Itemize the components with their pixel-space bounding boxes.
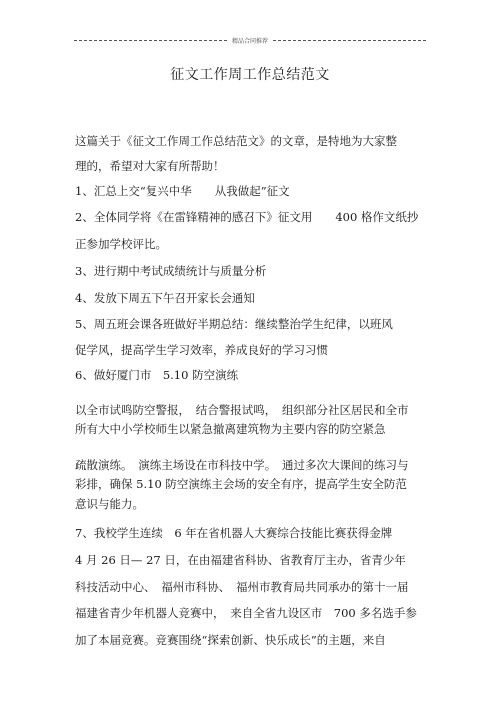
body-line: 所有大中小学校师生以紧急撤离建筑物为主要内容的防空紧急 <box>75 422 386 436</box>
body-line: 意识与能力。 <box>75 497 144 511</box>
body-line: 以全市试鸣防空警报， 结合警报试鸣， 组织部分社区居民和全市 <box>75 403 409 417</box>
body-line: 7、我校学生连续 6 年在省机器人大赛综合技能比赛获得金牌 <box>75 526 393 540</box>
body-line: 5、周五班会课各班做好半期总结：继续整治学生纪律，以班风 <box>75 317 393 331</box>
body-line: 1、汇总上交“复兴中华 从我做起”征文 <box>75 184 290 198</box>
body-line: 科技活动中心、 福州市科协、 福州市教育局共同承办的第十一届 <box>75 580 409 594</box>
body-line: 4 月 26 日— 27 日，在由福建省科协、省教育厅主办，省青少年 <box>75 553 406 567</box>
body-line: 理的，希望对大家有所帮助！ <box>75 159 225 173</box>
document-title: 征文工作周工作总结范文 <box>170 67 330 83</box>
body-line: 4、发放下周五下午召开家长会通知 <box>75 291 255 305</box>
body-line: 疏散演练。 演练主场设在市科技中学。 通过多次大课间的练习与 <box>75 458 409 472</box>
body-line: 促学风，提高学生学习效率，养成良好的学习习惯 <box>75 343 328 357</box>
header-divider-right <box>273 40 426 41</box>
body-line: 福建省青少年机器人竞赛中， 来自全省九设区市 700 多名选手参 <box>75 606 417 620</box>
page-header <box>74 33 426 47</box>
body-line: 这篇关于《征文工作周工作总结范文》的文章，是特地为大家整 <box>75 134 397 148</box>
header-divider-left <box>74 40 227 41</box>
body-line: 加了本届竞赛。竞赛围绕“探索创新、快乐成长”的主题，来自 <box>75 633 386 647</box>
body-line: 6、做好厦门市 5.10 防空演练 <box>75 368 239 382</box>
body-line: 彩排，确保 5.10 防空演练主会场的安全有序，提高学生安全防范 <box>75 477 407 491</box>
body-line: 3、进行期中考试成绩统计与质量分析 <box>75 264 267 278</box>
body-line: 正参加学校评比。 <box>75 237 167 251</box>
body-line: 2、全体同学将《在雷锋精神的感召下》征文用 400 格作文纸抄 <box>75 210 419 224</box>
header-label: 精品合同推荐 <box>232 37 269 45</box>
